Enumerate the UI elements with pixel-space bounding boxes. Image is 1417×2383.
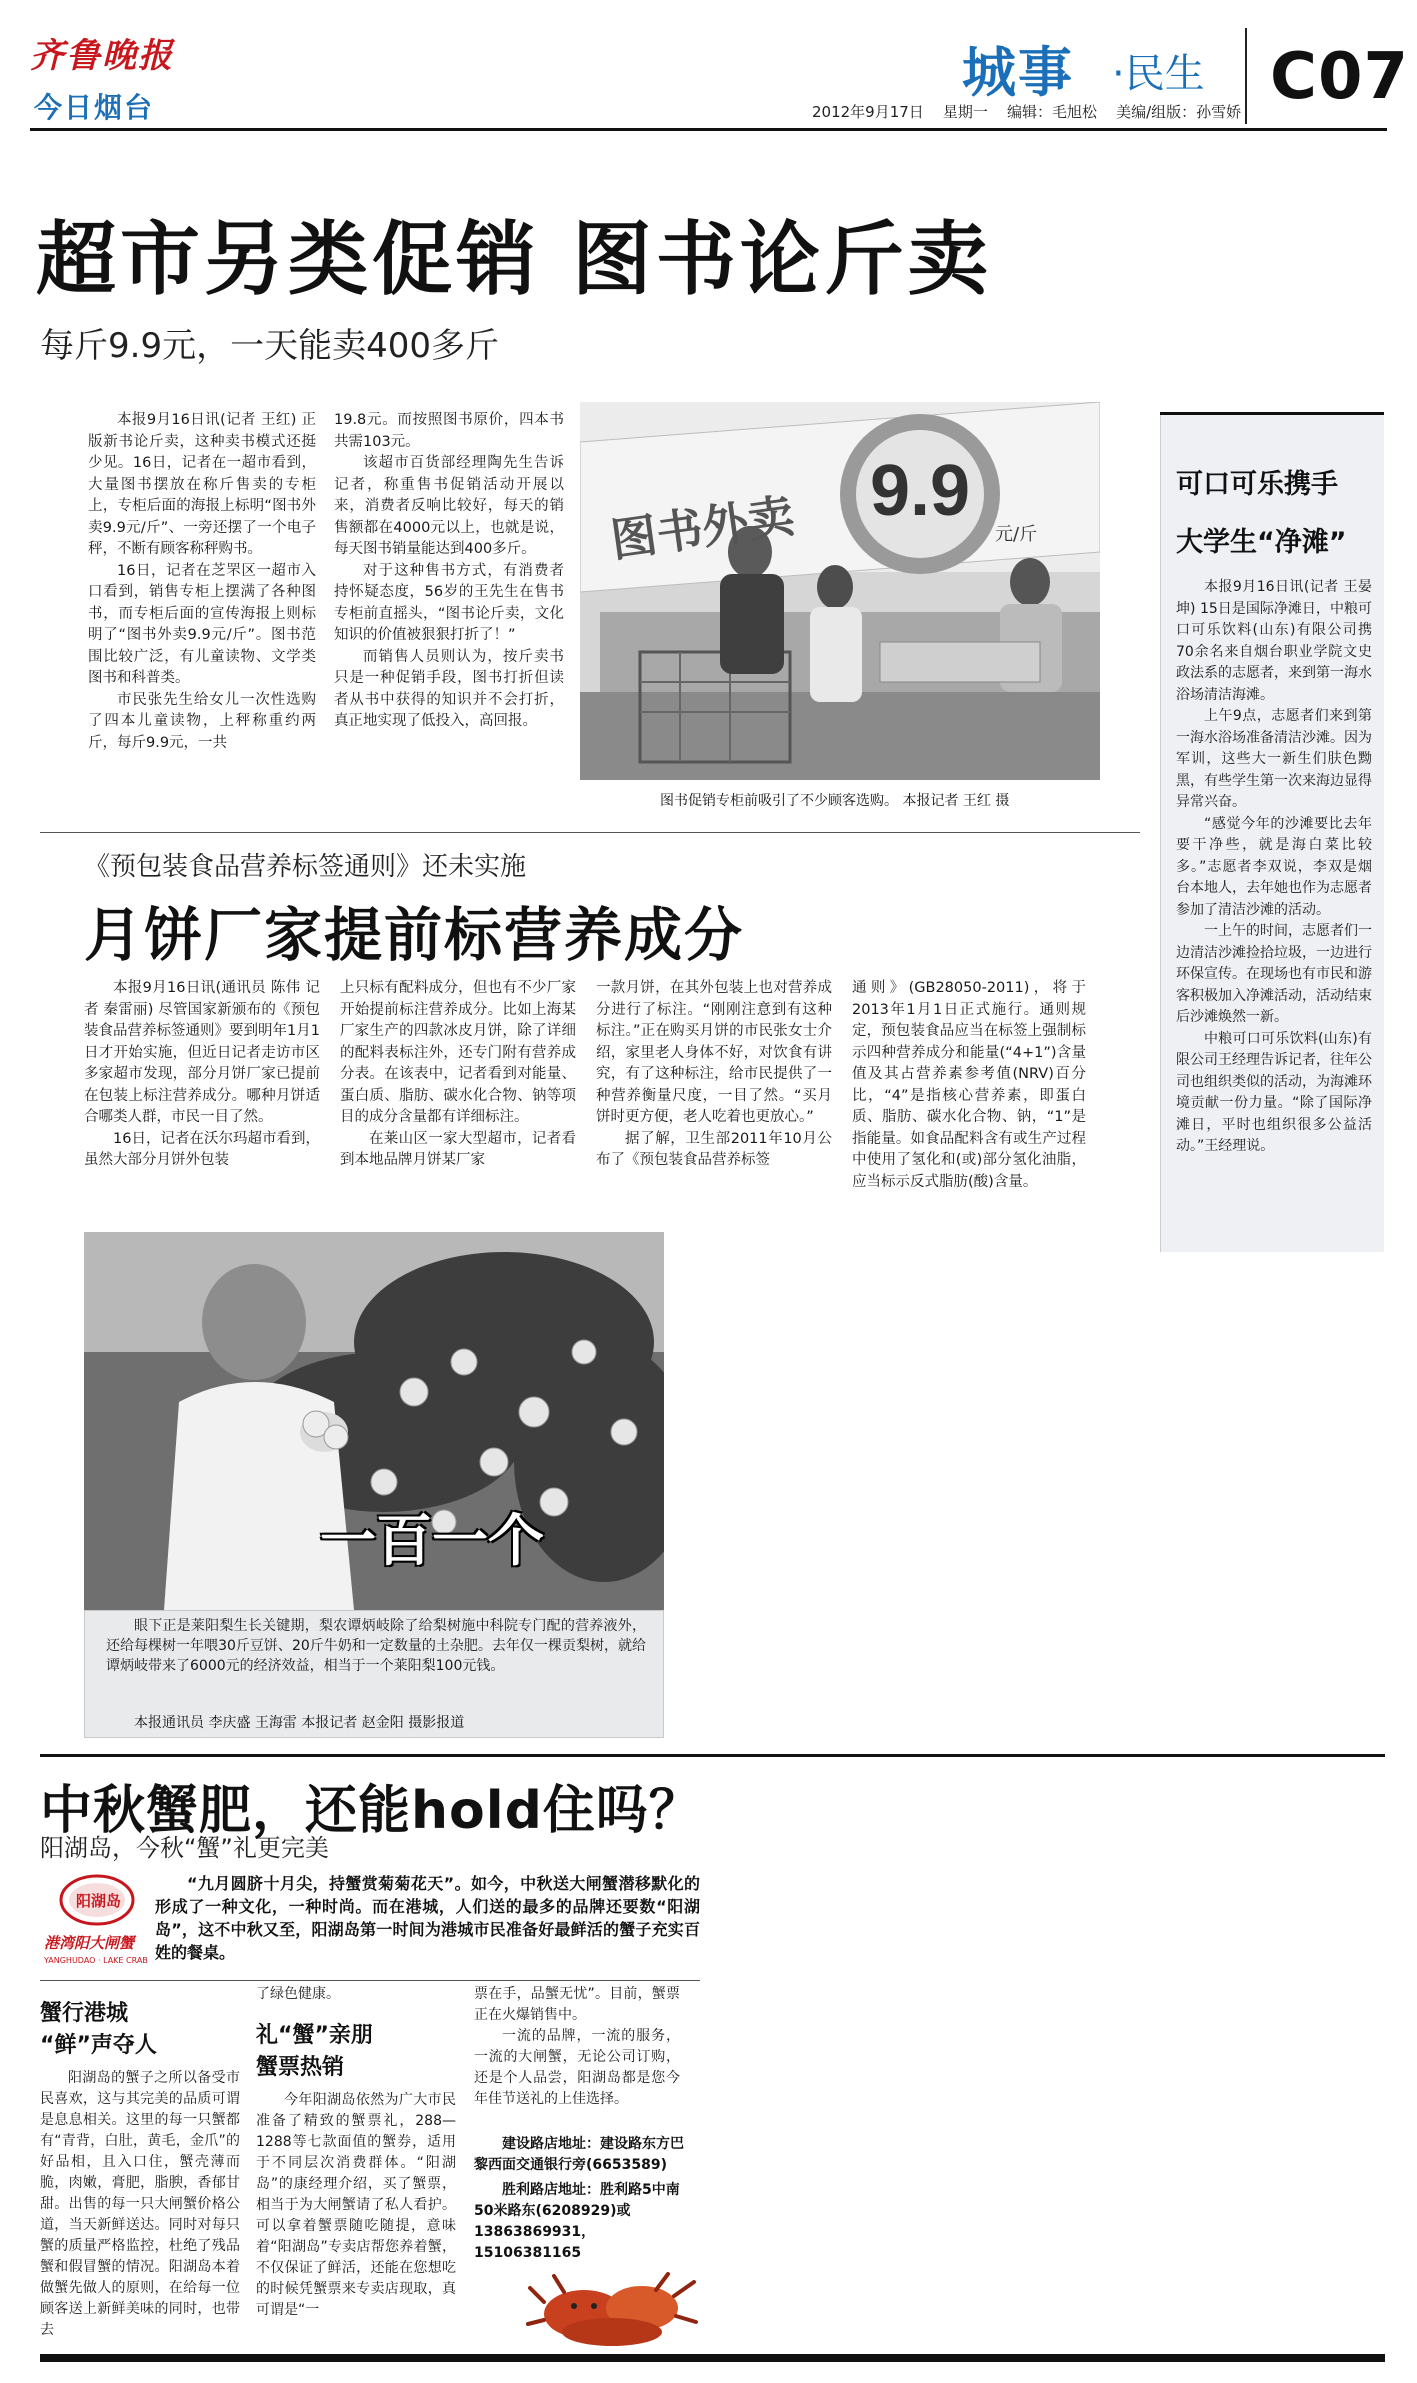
crab-subhead-a1: 蟹行港城 xyxy=(40,2001,129,2026)
lead-column-1 xyxy=(88,410,316,754)
mooncake-kicker: 《预包装食品营养标签通则》还未实施 xyxy=(84,852,527,882)
section-subtitle: ·民生 xyxy=(1112,51,1205,97)
masthead-rule xyxy=(30,128,1387,131)
store-address-1: 建设路店地址：建设路东方巴黎西面交通银行旁(6653589) xyxy=(474,2136,684,2173)
crab-column-2 xyxy=(256,2090,456,2321)
lead-photo-caption: 图书促销专柜前吸引了不少顾客选购。 本报记者 王红 摄 xyxy=(660,793,1010,809)
mooncake-headline: 月饼厂家提前标营养成分 xyxy=(84,901,745,969)
paragraph: 一款月饼，在其外包装上也对营养成分进行了标注。“刚刚注意到有这种标注。”正在购买月饼的市民张女士介绍，家里老人身体不好，对饮食有讲究，有了这种标注，给市民提供了一种营养衡量尺度，一目了然。“买月饼时更方便，老人吃着也更放心。” xyxy=(596,980,832,1125)
issue-weekday: 星期一 xyxy=(942,103,988,121)
book-sale-photo xyxy=(580,402,1100,780)
section-title: 城事 xyxy=(962,41,1074,104)
paragraph: 16日，记者在沃尔玛超市看到，虽然大部分月饼外包装 xyxy=(84,1130,320,1168)
crab-headline: 中秋蟹肥，还能hold住吗？ xyxy=(40,1781,702,1841)
paragraph: 19.8元。而按照图书原价，四本书共需103元。 xyxy=(334,412,564,450)
paragraph: 票在手，品蟹无忧”。目前，蟹票正在火爆销售中。 xyxy=(474,1986,680,2023)
page-number: C07 xyxy=(1270,40,1410,114)
paragraph: 一流的品牌，一流的服务，一流的大闸蟹，无论公司订购，还是个人品尝，阳湖岛都是您今年佳节送礼的上佳选择。 xyxy=(474,2028,680,2107)
paragraph: 在莱山区一家大型超市，记者看到本地品牌月饼某厂家 xyxy=(340,1130,576,1168)
crab-subhead-b1: 礼“蟹”亲朋 xyxy=(256,2023,373,2048)
sidebar-headline-1: 可口可乐携手 xyxy=(1176,469,1338,500)
crab-subhead-a2: “鲜”声夺人 xyxy=(40,2033,157,2058)
paragraph: 本报9月16日讯(通讯员 陈伟 记者 秦雷丽) 尽管国家新颁布的《预包装食品营养标签通则》要到明年1月1日才开始实施，但近日记者走访市区多家超市发现，部分月饼厂家已提前在包装上标注营养成分。哪种月饼适合哪类人群，市民一目了然。 xyxy=(84,980,320,1125)
logo-brand: 阳湖岛 xyxy=(76,1892,122,1910)
crab-column-1 xyxy=(40,2068,240,2341)
lead-column-2 xyxy=(334,410,564,733)
logo-english: YANGHUDAO · LAKE CRAB xyxy=(44,1956,148,1965)
mooncake-column-1 xyxy=(84,978,320,1172)
paragraph: 上只标有配料成分，但也有不少厂家开始提前标注营养成分。比如上海某厂家生产的四款冰皮月饼，除了详细的配料表标注外，还专门附有营养成分表。在该表中，记者看到对能量、蛋白质、脂肪、碳水化合物、钠等项目的成分含量都有详细标注。 xyxy=(340,980,576,1125)
lead-subheadline: 每斤9.9元，一天能卖400多斤 xyxy=(40,326,499,366)
paragraph: 而销售人员则认为，按斤卖书只是一种促销手段，图书打折但读者从书中获得的知识并不会打折，真正地实现了低投入，高回报。 xyxy=(334,648,564,729)
crab-illustration xyxy=(524,2262,700,2350)
sidebar-top-rule xyxy=(1160,412,1384,415)
crab-column-3 xyxy=(474,1984,680,2110)
crab-column-2-lead xyxy=(256,1984,456,2005)
sidebar-headline-2: 大学生“净滩” xyxy=(1176,527,1347,558)
crab-intro-rule xyxy=(40,1980,700,1981)
section-divider-thick xyxy=(40,1754,1385,1757)
paragraph: 中粮可口可乐饮料(山东)有限公司王经理告诉记者，往年公司也组织类似的活动，为海滩环境贡献一份力量。“除了国际净滩日，平时也组织很多公益活动。”王经理说。 xyxy=(1176,1030,1372,1154)
crab-icon xyxy=(524,2262,700,2350)
issue-meta xyxy=(812,101,1241,122)
pear-photo-overlay: 一百一个 xyxy=(320,1509,544,1574)
issue-editor: 编辑：毛旭松 xyxy=(1006,103,1097,121)
paragraph: 通则》(GB28050-2011)，将于2013年1月1日正式施行。通则规定，预包装食品应当在标签上强制标示四种营养成分和能量(“4+1”)含量值及其占营养素参考值(NRV)百分比，“4”是指核心营养素，即蛋白质、脂肪、碳水化合物、钠，“1”是指能量。如食品配料含有或生产过程中使用了氢化和(或)部分氢化油脂，应当标示反式脂肪(酸)含量。 xyxy=(852,980,1086,1190)
paragraph: 了绿色健康。 xyxy=(256,1986,340,2002)
section-divider xyxy=(40,832,1140,833)
paragraph: 市民张先生给女儿一次性选购了四本儿童读物，上秤称重约两斤，每斤9.9元，一共 xyxy=(88,691,316,751)
paragraph: 据了解，卫生部2011年10月公布了《预包装食品营养标签 xyxy=(596,1130,832,1168)
paragraph: “感觉今年的沙滩要比去年要干净些，就是海白菜比较多。”志愿者李双说，李双是烟台本地人，去年她也作为志愿者参加了清洁沙滩的活动。 xyxy=(1176,815,1372,918)
mooncake-column-4 xyxy=(852,978,1086,1193)
mooncake-column-3 xyxy=(596,978,832,1172)
pear-photo-credit: 本报通讯员 李庆盛 王海雷 本报记者 赵金阳 摄影报道 xyxy=(134,1715,465,1731)
price-sign: 9.9 xyxy=(870,451,971,531)
sidebar-body xyxy=(1176,577,1372,1158)
paragraph: 本报9月16日讯(记者 王晏坤) 15日是国际净滩日，中粮可口可乐饮料(山东)有限公司携70余名来自烟台职业学院文史政法系的志愿者，来到第一海水浴场清洁海滩。 xyxy=(1176,579,1372,703)
price-sign-unit: 元/斤 xyxy=(995,524,1038,545)
paragraph: 上午9点，志愿者们来到第一海水浴场准备清洁沙滩。因为军训，这些大一新生们肤色黝黑，有些学生第一次来海边显得异常兴奋。 xyxy=(1176,708,1372,810)
store-address-2: 胜利路店地址：胜利路5中南50米路东(6208929)或13863869931，15106381165 xyxy=(474,2182,680,2261)
paragraph: 眼下正是莱阳梨生长关键期，梨农谭炳岐除了给梨树施中科院专门配的营养液外，还给每棵树一年喂30斤豆饼、20斤牛奶和一定数量的土杂肥。去年仅一棵贡梨树，就给谭炳岐带来了6000元的经济效益，相当于一个莱阳梨100元钱。 xyxy=(106,1618,646,1674)
masthead-divider xyxy=(1245,28,1247,124)
crab-subhead-b2: 蟹票热销 xyxy=(256,2055,345,2080)
yanghudao-logo xyxy=(40,1868,155,1976)
issue-date: 2012年9月17日 xyxy=(812,103,924,121)
paragraph: “九月圆脐十月尖，持蟹赏菊菊花天”。如今，中秋送大闸蟹潜移默化的形成了一种文化，一种时尚。而在港城，人们送的最多的品牌还要数“阳湖岛”，这不中秋又至，阳湖岛第一时间为港城市民准备好最鲜活的蟹子充实百姓的餐桌。 xyxy=(155,1874,700,1962)
book-sale-banner: 图书外卖 xyxy=(607,488,798,568)
pear-farmer-photo xyxy=(84,1232,664,1610)
paragraph: 16日，记者在芝罘区一超市入口看到，销售专柜上摆满了各种图书，而专柜后面的宣传海报上则标明了“图书外卖9.9元/斤”。图书范围比较广泛，有儿童读物、文学类图书和科普类。 xyxy=(88,562,316,686)
paragraph: 对于这种售书方式，有消费者持怀疑态度，56岁的王先生在售书专柜前直摇头，“图书论斤卖，文化知识的价值被狠狠打折了！” xyxy=(334,562,564,643)
paragraph: 本报9月16日讯(记者 王红) 正版新书论斤卖，这种卖书模式还挺少见。16日，记者在一超市看到，大量图书摆放在称斤售卖的专柜上，专柜后面的海报上标明“图书外卖9.9元/斤”、一旁还摆了一个电子秤，不断有顾客称秤购书。 xyxy=(88,412,316,557)
crab-intro xyxy=(155,1872,700,1972)
edition-name: 今日烟台 xyxy=(34,91,155,124)
newspaper-logo: 齐鲁晚报 xyxy=(30,36,174,76)
lead-headline: 超市另类促销 图书论斤卖 xyxy=(36,213,992,306)
book-sale-illustration xyxy=(580,402,1100,780)
page-footer-band xyxy=(40,2354,1385,2362)
crab-subheadline: 阳湖岛，今秋“蟹”礼更完美 xyxy=(40,1834,329,1862)
paragraph: 一上午的时间，志愿者们一边清洁沙滩捡拾垃圾，一边进行环保宣传。在现场也有市民和游客积极加入净滩活动，活动结束后沙滩焕然一新。 xyxy=(1176,923,1372,1025)
pear-caption xyxy=(106,1616,646,1676)
issue-designer: 美编/组版：孙雪娇 xyxy=(1116,103,1242,121)
paragraph: 阳湖岛的蟹子之所以备受市民喜欢，这与其完美的品质可谓是息息相关。这里的每一只蟹都有“青背，白肚，黄毛，金爪”的好品相，且入口住，蟹壳薄而脆，肉嫩，膏肥，脂腴，香郁甘甜。出售的每一只大闸蟹价格公道，当天新鲜送达。同时对每只蟹的质量严格监控，杜绝了残品蟹和假冒蟹的情况。阳湖岛本着做蟹先做人的原则，在给每一位顾客送上新鲜美味的同时，也带去 xyxy=(40,2070,240,2338)
mooncake-column-2 xyxy=(340,978,576,1172)
crab-addresses xyxy=(474,2134,684,2264)
paragraph: 今年阳湖岛依然为广大市民准备了精致的蟹票礼，288—1288等七款面值的蟹券，适用于不同层次消费群体。“阳湖岛”的康经理介绍，买了蟹票，相当于为大闸蟹请了私人看护。可以拿着蟹票随吃随提，意味着“阳湖岛”专卖店帮您养着蟹，不仅保证了鲜活，还能在您想吃的时候凭蟹票来专卖店现取，真可谓是“一 xyxy=(256,2092,456,2318)
logo-line: 港湾阳大闸蟹 xyxy=(44,1934,135,1952)
paragraph: 该超市百货部经理陶先生告诉记者，称重售书促销活动开展以来，消费者反响比较好，每天的销售额都在4000元以上，也就是说，每天图书销量能达到400多斤。 xyxy=(334,455,564,557)
